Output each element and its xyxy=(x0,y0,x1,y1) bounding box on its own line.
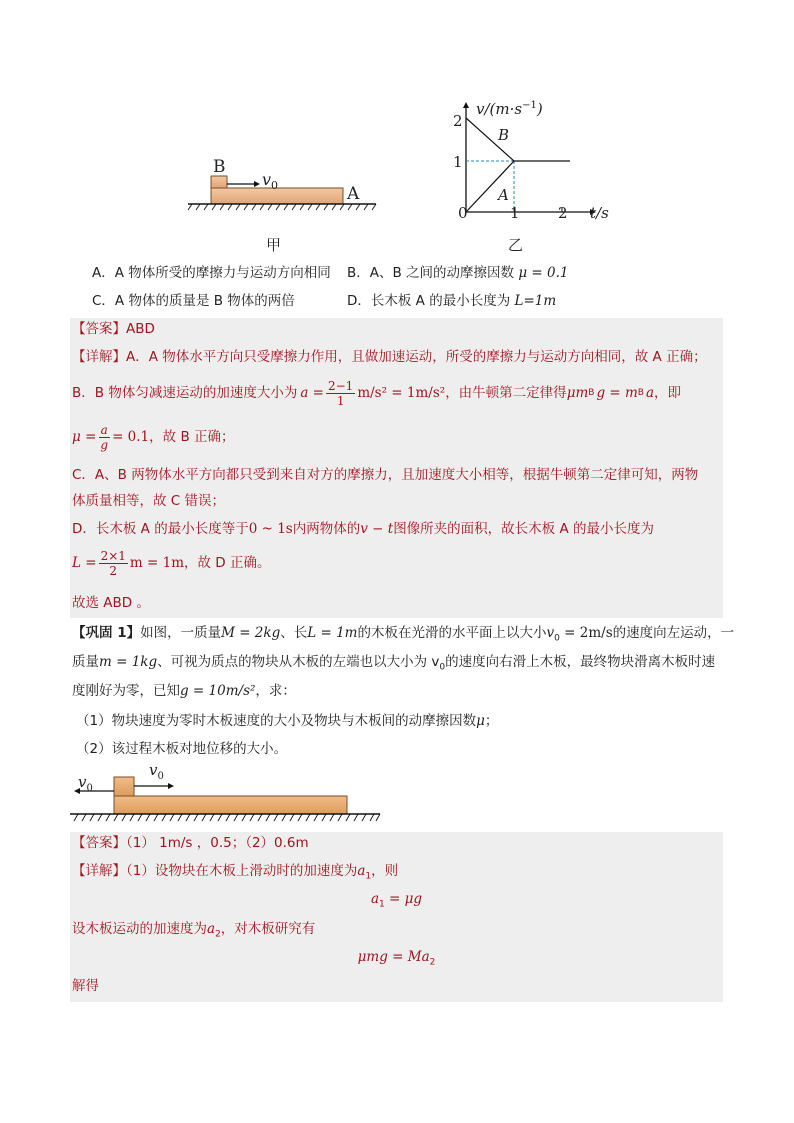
detail-2-line-3: 解得 xyxy=(72,978,99,994)
ground-hatch-2 xyxy=(74,814,380,821)
detail-1-line-6: D．长木板 A 的最小长度等于0 ~ 1s内两物体的v − t图像所夹的面积，故长木板 A 的最小长度为 xyxy=(72,521,655,537)
problem-2-line-3: 度刚好为零，已知g = 10m/s²，求： xyxy=(72,683,296,699)
detail-2-equation-1: $a_1 = \mu g$ xyxy=(370,891,423,910)
vt-origin: 0 xyxy=(458,204,468,222)
answer-block-2 xyxy=(70,832,723,1002)
detail-1-line-2: B．B 物体匀减速运动的加速度大小为 a = $\frac{2-1}{1}$ m/s² = 1m/s² ，由牛顿第二定律得 μm B g = m B a ，即 xyxy=(72,378,682,408)
answer-1: 【答案】ABD xyxy=(72,321,155,337)
board-diagram-2 xyxy=(70,764,390,828)
detail-2-line-2: 设木板运动的加速度为$a_2$，对木板研究有 xyxy=(72,921,316,940)
detail-1-line-1: 【详解】A．A 物体水平方向只受摩擦力作用，且做加速运动，所受的摩擦力与运动方向相同，故 A 正确； xyxy=(72,349,707,365)
vt-label-B: B xyxy=(498,126,510,144)
detail-1-line-3: μ = $\frac{a}{g}$ = 0.1 ，故 B 正确； xyxy=(72,422,235,452)
block-B xyxy=(211,176,227,188)
detail-2-line-1: 【详解】（1）设物块在木板上滑动时的加速度为$a_1$，则 xyxy=(72,863,399,882)
vt-ytick-1: 1 xyxy=(453,153,463,171)
vt-xtick-1: 1 xyxy=(510,204,520,222)
problem-2-line-1: 【巩固 1】如图，一质量M = 2kg、长L = 1m的木板在光滑的水平面上以大小$v_0 = 2m/s$的速度向左运动，一 xyxy=(72,625,735,644)
vt-xtick-2: 2 xyxy=(558,204,568,222)
label-v0: $v_0$ xyxy=(262,170,279,193)
option-c: C．A 物体的质量是 B 物体的两倍 xyxy=(92,293,295,309)
detail-1-line-7: L = $\frac{2\times 1}{2}$ m = 1m ，故 D 正确。 xyxy=(72,548,271,578)
problem-2-question-2: （2）该过程木板对地位移的大小。 xyxy=(76,741,288,757)
option-d: D．长木板 A 的最小长度为 L=1m xyxy=(347,293,557,309)
vt-label-A: A xyxy=(498,186,509,204)
option-a: A．A 物体所受的摩擦力与运动方向相同 xyxy=(92,265,331,281)
block-2 xyxy=(114,777,134,796)
label-A: A xyxy=(347,184,360,204)
fig2-v0-left: $v_0$ xyxy=(78,773,93,794)
problem-2-line-2: 质量m = 1kg、可视为质点的物块从木板的左端也以大小为 $v_0$的速度向右滑上木板，最终物块滑离木板时速 xyxy=(72,654,716,673)
answer-2: 【答案】（1） 1m/s ，0.5；（2）0.6m xyxy=(72,835,309,851)
vt-xlabel: t/s xyxy=(590,204,609,222)
fig2-v0-right: $v_0$ xyxy=(149,761,164,782)
board-2 xyxy=(114,796,347,814)
detail-1-line-8: 故选 ABD 。 xyxy=(72,595,150,611)
problem-2-question-1: （1）物块速度为零时木板速度的大小及物块与木板间的动摩擦因数μ； xyxy=(76,713,499,729)
vt-ylabel: $v/(m\cdot s^{-1})$ xyxy=(476,100,543,118)
caption-yi: 乙 xyxy=(508,236,524,254)
caption-jia: 甲 xyxy=(266,236,282,254)
detail-1-line-4: C．A、B 两物体水平方向都只受到来自对方的摩擦力，且加速度大小相等，根据牛顿第二定律可知，两物 xyxy=(72,467,699,483)
label-B: B xyxy=(213,157,226,177)
detail-1-line-5: 体质量相等，故 C 错误； xyxy=(72,493,226,509)
detail-2-equation-2: $\mu mg = Ma_2$ xyxy=(357,949,436,968)
v-axis-arrow xyxy=(463,102,469,108)
option-b: B．A、B 之间的动摩擦因数 μ = 0.1 xyxy=(347,265,569,281)
ground-hatch xyxy=(188,204,376,210)
vt-ytick-2: 2 xyxy=(453,112,463,130)
